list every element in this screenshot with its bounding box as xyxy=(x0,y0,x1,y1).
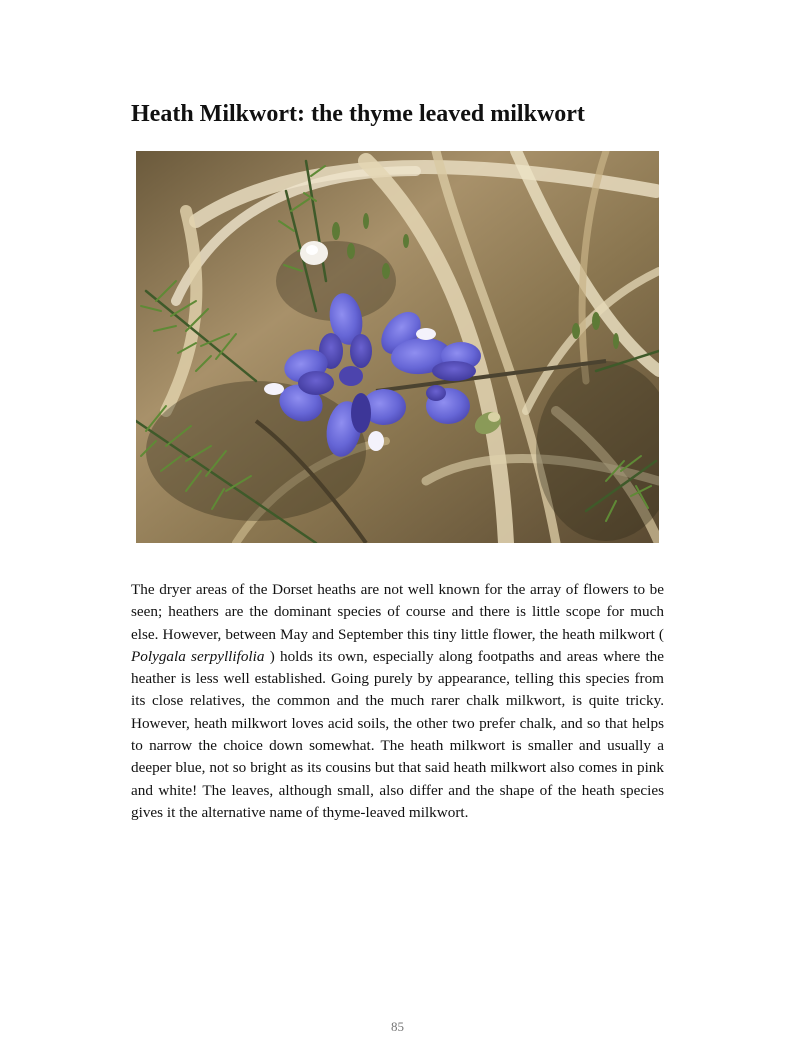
page-number: 85 xyxy=(391,1019,404,1034)
milkwort-photo-illustration xyxy=(136,151,659,543)
body-paragraph xyxy=(131,579,664,824)
body-text-part2: ) holds its own, especially along footpaths and areas where the heather is less well established. Going purely by appearance, telling this species from its close relatives, the common and the much rarer chalk milkwort, is quite tricky. However, heath milkwort loves acid soils, the other two prefer chalk, and so that helps to narrow the choice down somewhat. The heath milkwort is smaller and usually a deeper blue, not so bright as its cousins but that said heath milkwort also comes in pink and white! The leaves, although small, also differ and the shape of the heath species gives it the alternative name of thyme-leaved milkwort. xyxy=(131,647,665,821)
page-title: Heath Milkwort: the thyme leaved milkwort xyxy=(131,101,585,127)
body-text-part1: The dryer areas of the Dorset heaths are not well known for the array of flowers to be seen; heathers are the dominant species of course and there is little scope for much else. However, between May and September this tiny little flower, the heath milkwort ( xyxy=(131,581,664,643)
species-name: Polygala serpyllifolia xyxy=(131,647,265,665)
milkwort-photo xyxy=(136,151,659,543)
